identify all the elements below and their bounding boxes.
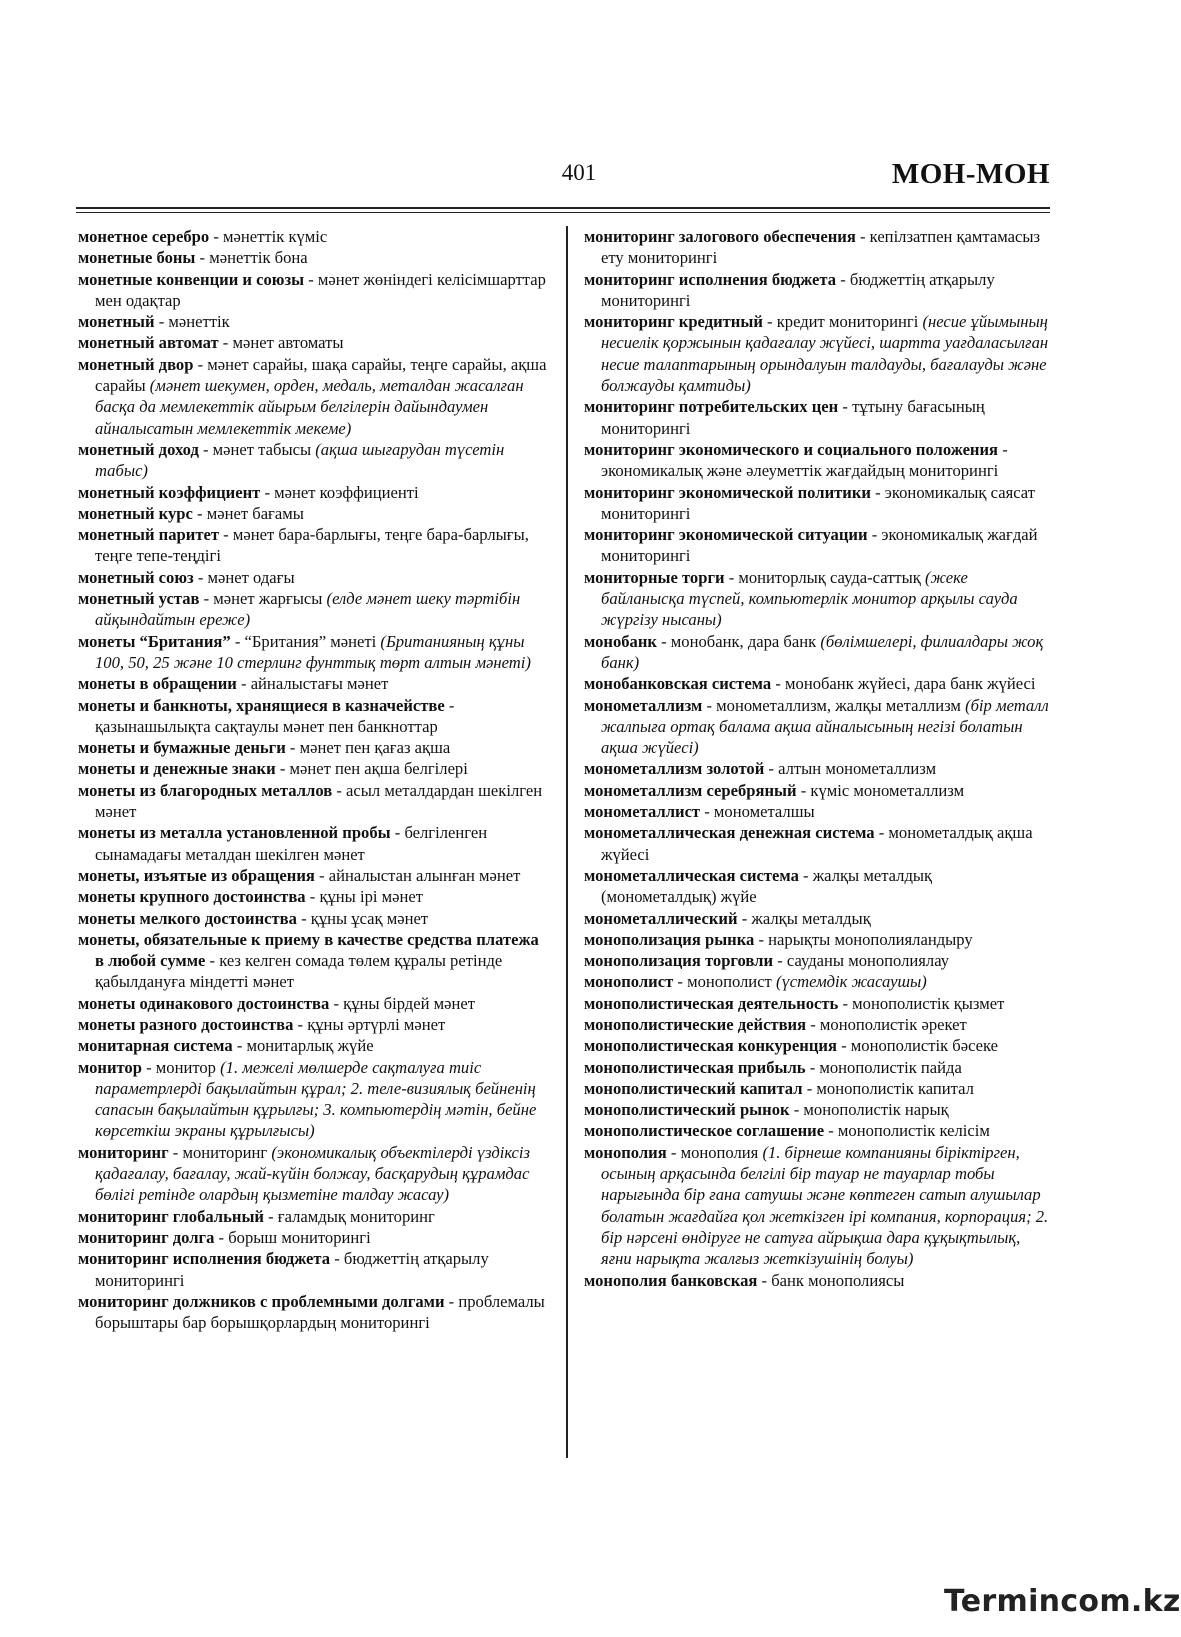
dictionary-entry [584, 971, 1050, 992]
entry-definition: монобанк жүйесі, дара банк жүйесі [785, 674, 1036, 694]
entry-separator: - [666, 1142, 681, 1162]
entry-definition: кредит мониторингі [776, 312, 923, 332]
entry-term: мониторинг экономического и социального положения [584, 439, 999, 459]
dictionary-entry [584, 439, 1050, 482]
left-column [78, 226, 548, 1333]
entry-separator: - [329, 993, 344, 1013]
entry-term: монеты крупного достоинства [78, 887, 306, 907]
dictionary-entry [78, 247, 548, 268]
entry-definition: экономикалық жағдай мониторингі [601, 525, 1038, 566]
dictionary-entry [584, 993, 1050, 1014]
dictionary-entry [584, 1014, 1050, 1035]
entry-note: (бөлімшелері, филиалдары жоқ банк) [601, 631, 1044, 672]
entry-separator: - [275, 759, 290, 779]
entry-term: монетные конвенции и союзы [78, 269, 305, 289]
entry-separator: - [195, 248, 210, 268]
entry-note: (елде мәнет шеку тәртібін айқындайтын ереже) [95, 589, 521, 630]
entry-separator: - [214, 1227, 229, 1247]
entry-definition: монополистік келісім [837, 1121, 990, 1141]
dictionary-entry [584, 311, 1050, 396]
entry-definition: монополист [687, 972, 776, 992]
entry-term: монополизация торговли [584, 951, 774, 971]
entry-definition: монополистік әрекет [819, 1014, 967, 1034]
entry-definition: мониторинг [182, 1142, 272, 1162]
entry-separator: - [867, 525, 882, 545]
dictionary-entry [78, 482, 548, 503]
entry-definition: борыш мониторингі [228, 1227, 371, 1247]
dictionary-entry [584, 1099, 1050, 1120]
entry-definition: мәнет бара-барлығы, теңге бара-барлығы, теңге тепе-теңдігі [95, 525, 529, 566]
entry-term: монеты из металла установленной пробы [78, 823, 391, 843]
entry-definition: монополия [680, 1142, 763, 1162]
entry-term: мониторинг исполнения бюджета [78, 1249, 331, 1269]
entry-definition: алтын монометаллизм [778, 759, 937, 779]
entry-definition: мәнет бағамы [206, 503, 304, 523]
dictionary-entry [584, 822, 1050, 865]
entry-term: монетное серебро [78, 227, 210, 246]
entry-term: монетный устав [78, 589, 200, 609]
entry-separator: - [168, 1142, 183, 1162]
entry-term: монеты, изъятые из обращения [78, 865, 315, 885]
entry-definition: мәнет одағы [207, 567, 295, 587]
entry-separator: - [232, 1036, 247, 1056]
entry-definition: мәнет сарайы, шақа сарайы, теңге сарайы, ақша сарайы [95, 354, 547, 396]
entry-term: монобанк [584, 631, 657, 651]
entry-note: (бір металл жалпыға ортақ балама ақша айналысының негізі болатын ақша жүйесі) [601, 695, 1049, 758]
entry-separator: - [771, 674, 786, 694]
dictionary-entry [78, 503, 548, 524]
entry-separator: - [855, 227, 870, 246]
entry-definition: айналыстан алынған мәнет [328, 865, 521, 885]
entry-separator: - [209, 227, 224, 246]
dictionary-entry [78, 524, 548, 567]
entry-separator: - [296, 908, 311, 928]
entry-separator: - [444, 695, 455, 715]
entry-note: (жеке байланысқа түспей, компьютерлік монитор арқылы сауда жүргізу нысаны) [601, 567, 1018, 630]
entry-term: монометаллическая денежная система [584, 823, 875, 843]
dictionary-entry [584, 908, 1050, 929]
entry-definition: мәнет табысы [212, 439, 316, 459]
dictionary-entry [78, 567, 548, 588]
dictionary-entry [78, 908, 548, 929]
dictionary-entry [78, 695, 548, 738]
dictionary-entry [78, 929, 548, 993]
entry-term: монеты в обращении [78, 674, 237, 694]
entry-term: монеты из благородных металлов [78, 780, 333, 800]
entry-term: мониторинг залогового обеспечения [584, 227, 856, 246]
dictionary-entry [584, 1142, 1050, 1270]
entry-term: монополистическое соглашение [584, 1121, 825, 1141]
entry-term: монополистическая прибыль [584, 1057, 806, 1077]
dictionary-entry [584, 695, 1050, 759]
entry-separator: - [154, 312, 169, 332]
entry-note: (үстемдік жасаушы) [775, 972, 927, 992]
entry-term: монетный двор [78, 354, 194, 374]
entry-term: монетный курс [78, 503, 193, 523]
dictionary-entry [78, 886, 548, 907]
entry-term: монеты и бумажные деньги [78, 738, 286, 758]
entry-definition: монометалшы [713, 802, 815, 822]
dictionary-entry [78, 226, 548, 247]
entry-term: монобанковская система [584, 674, 772, 694]
entry-term: монометаллический [584, 908, 738, 928]
entry-note: (мәнет шекумен, орден, медаль, металдан жасалған басқа да мемлекеттік айырым белгілерін дайындаумен айналысатын мемлекеттік мекеме) [95, 376, 524, 438]
entry-separator: - [802, 1078, 817, 1098]
entry-term: монетный доход [78, 439, 199, 459]
entry-note: (ақша шығарудан түсетін табыс) [95, 439, 505, 481]
dictionary-entry [584, 780, 1050, 801]
dictionary-entry [584, 950, 1050, 971]
entry-note: (Британияның құны 100, 50, 25 және 10 стерлинг фунттық төрт алтын мәнеті) [95, 631, 531, 672]
dictionary-entry [78, 354, 548, 439]
entry-definition: жалқы металдық [751, 908, 871, 928]
dictionary-entry [584, 631, 1050, 674]
entry-separator: - [390, 823, 405, 843]
entry-term: мониторинг должников с проблемными долгами [78, 1291, 445, 1311]
entry-term: мониторинг экономической ситуации [584, 525, 868, 545]
entry-term: монополизация рынка [584, 929, 755, 949]
entry-separator: - [737, 908, 752, 928]
entry-separator: - [218, 333, 233, 353]
entry-definition: монополистік бәсеке [850, 1036, 999, 1056]
dictionary-entry [584, 524, 1050, 567]
entry-definition: қазынашылықта сақтаулы мәнет пен банкноттар [95, 716, 438, 736]
entry-term: мониторинг кредитный [584, 312, 763, 332]
dictionary-entry [78, 1035, 548, 1056]
entry-separator: - [332, 780, 347, 800]
entry-definition: проблемалы борыштары бар борышқорлардың мониторингі [95, 1291, 545, 1333]
dictionary-entry [584, 396, 1050, 439]
entry-term: мониторные торги [584, 567, 725, 587]
entry-term: монетный союз [78, 567, 194, 587]
entry-separator: - [305, 887, 320, 907]
entry-term: монеты одинакового достоинства [78, 993, 330, 1013]
entry-definition: сауданы монополиялау [786, 951, 950, 971]
entry-term: монеты и денежные знаки [78, 759, 276, 779]
entry-term: монеты “Британия” [78, 631, 231, 651]
entry-separator: - [304, 269, 318, 289]
entry-term: монополистический капитал [584, 1078, 803, 1098]
entry-separator: - [870, 482, 885, 502]
entry-separator: - [798, 865, 813, 885]
entry-definition: экономикалық және әлеуметтік жағдайдың мониторингі [601, 461, 999, 481]
entry-definition: мәнет автоматы [232, 333, 344, 353]
dictionary-entry [584, 1270, 1050, 1291]
entry-separator: - [789, 1100, 804, 1120]
dictionary-entry [78, 1206, 548, 1227]
entry-term: монетные боны [78, 248, 196, 268]
entry-definition: мониторлық сауда-саттық [738, 567, 926, 587]
entry-term: монополистический рынок [584, 1100, 790, 1120]
entry-definition: асыл металдардан шекілген мәнет [95, 780, 543, 822]
entry-definition: “Британия” мәнеті [244, 631, 381, 651]
entry-separator: - [773, 951, 787, 971]
dictionary-entry [78, 1291, 548, 1334]
entry-term: монеты мелкого достоинства [78, 908, 297, 928]
entry-definition: бюджеттің атқарылу мониторингі [95, 1249, 489, 1290]
entry-term: мониторинг глобальный [78, 1206, 264, 1226]
dictionary-entry [584, 1078, 1050, 1099]
entry-term: мониторинг исполнения бюджета [584, 269, 837, 289]
dictionary-entry [584, 1057, 1050, 1078]
entry-separator: - [330, 1249, 344, 1269]
dictionary-entry [78, 332, 548, 353]
entry-definition: монополистік пайда [819, 1057, 962, 1077]
watermark-prefix: T [944, 1584, 961, 1619]
entry-term: мониторинг экономической политики [584, 482, 871, 502]
dictionary-entry [78, 439, 548, 482]
entry-separator: - [764, 759, 779, 779]
dictionary-entry [78, 588, 548, 631]
entry-separator: - [260, 482, 275, 502]
entry-definition: белгіленген сынамадағы металдан шекілген мәнет [95, 823, 488, 864]
entry-separator: - [141, 1057, 156, 1077]
entry-separator: - [702, 695, 717, 715]
dictionary-entry [78, 780, 548, 823]
entry-term: монитарная система [78, 1036, 233, 1056]
page-number: 401 [561, 160, 597, 185]
entry-term: монометаллическая система [584, 865, 799, 885]
entry-definition: банк монополиясы [771, 1270, 905, 1290]
entry-definition: монометалдық ақша жүйесі [601, 823, 1033, 864]
entry-separator: - [193, 354, 208, 374]
dictionary-entry [584, 673, 1050, 694]
entry-definition: мәнет коэффициенті [274, 482, 419, 502]
entry-separator: - [874, 823, 889, 843]
dictionary-entry [78, 758, 548, 779]
entry-term: монеты, обязательные к приему в качестве средства платежа в любой сумме [78, 929, 539, 971]
entry-definition: монитарлық жүйе [246, 1036, 374, 1056]
dictionary-entry [584, 801, 1050, 822]
header-rule [76, 207, 1050, 209]
entry-note: (экономикалық объектілерді үздіксіз қадағалау, бағалау, жай-күйін болжау, басқарудың құрамдас бөлігі ретінде олардың қызметіне талдау жасау) [95, 1142, 530, 1205]
entry-definition: құны ұсақ мәнет [310, 908, 429, 928]
entry-separator: - [796, 780, 811, 800]
entry-term: монополистические действия [584, 1014, 807, 1034]
watermark-text: ermincom.kz [960, 1584, 1181, 1619]
entry-definition: күміс монометаллизм [810, 780, 965, 800]
entry-term: монометаллизм серебряный [584, 780, 797, 800]
entry-definition: мәнет жарғысы [213, 589, 327, 609]
entry-term: монетный [78, 312, 155, 332]
dictionary-entry [584, 567, 1050, 631]
entry-separator: - [230, 631, 245, 651]
dictionary-entry [584, 929, 1050, 950]
entry-separator: - [838, 397, 853, 417]
entry-term: мониторинг потребительских цен [584, 397, 839, 417]
entry-term: монеты разного достоинства [78, 1014, 294, 1034]
entry-separator: - [198, 439, 213, 459]
watermark-logo [944, 1584, 1181, 1619]
entry-separator: - [263, 1206, 278, 1226]
entry-separator: - [700, 802, 714, 822]
entry-definition: ғаламдық мониторинг [277, 1206, 435, 1226]
entry-separator: - [219, 525, 233, 545]
entry-separator: - [444, 1291, 459, 1311]
dictionary-entry [78, 865, 548, 886]
dictionary-entry [584, 1035, 1050, 1056]
entry-term: монеты и банкноты, хранящиеся в казначействе [78, 695, 445, 715]
entry-definition: монитор [155, 1057, 221, 1077]
entry-term: монометаллист [584, 802, 701, 822]
entry-separator: - [805, 1057, 820, 1077]
dictionary-entry [78, 737, 548, 758]
entry-term: мониторинг [78, 1142, 169, 1162]
entry-term: монополия банковская [584, 1270, 758, 1290]
entry-note: (1. бірнеше компанияны біріктірген, осының арқасында белгілі бір тауар не тауарлар тобы нарығында бір ғана сатушы және көптеген сатып алушылар болатын жағдайға қол жеткізген ірі компания, корпорация; 2. бір нәрсені өндіруге не сатуға айрықша дара құқықтылық, яғни нарықта жалғыз жеткізушінің болуы) [601, 1142, 1049, 1269]
dictionary-entry [78, 673, 548, 694]
header-rule-thin [76, 212, 1050, 213]
entry-separator: - [205, 951, 220, 971]
dictionary-entry [584, 482, 1050, 525]
entry-term: монетный коэффициент [78, 482, 261, 502]
entry-note: (несие ұйымының несиелік қоржынын қадағалау жүйесі, шартта уағдаласылған несие талаптарының орындалуын талдауды, бағалауды және болжауды қамтиды) [601, 312, 1049, 396]
running-head: МОН-МОН [891, 158, 1050, 190]
entry-term: монополия [584, 1142, 667, 1162]
entry-separator: - [998, 439, 1008, 459]
entry-separator: - [236, 674, 251, 694]
entry-separator: - [656, 631, 671, 651]
entry-separator: - [192, 503, 207, 523]
entry-definition: мәнеттік бона [209, 248, 308, 268]
entry-separator: - [806, 1014, 820, 1034]
dictionary-entry [78, 822, 548, 865]
entry-term: монополистическая деятельность [584, 993, 839, 1013]
entry-separator: - [757, 1270, 772, 1290]
entry-definition: монополистік нарық [803, 1100, 949, 1120]
entry-definition: монобанк, дара банк [670, 631, 821, 651]
entry-term: мониторинг долга [78, 1227, 215, 1247]
entry-separator: - [673, 972, 688, 992]
entry-definition: монополистік қызмет [852, 993, 1005, 1013]
entry-definition: мәнет пен қағаз ақша [299, 738, 451, 758]
dictionary-entry [78, 993, 548, 1014]
entry-definition: экономикалық саясат мониторингі [601, 482, 1035, 523]
entry-definition: мәнет пен ақша белгілері [289, 759, 468, 779]
entry-definition: нарықты монополияландыру [768, 929, 973, 949]
entry-term: монометаллизм золотой [584, 759, 765, 779]
column-divider [566, 226, 568, 1458]
entry-term: монополист [584, 972, 674, 992]
entry-term: монитор [78, 1057, 142, 1077]
dictionary-entry [584, 1120, 1050, 1141]
dictionary-entry [78, 1142, 548, 1206]
entry-separator: - [836, 269, 850, 289]
entry-separator: - [724, 567, 739, 587]
entry-definition: мәнет жөніндегі келісімшарттар мен одақтар [95, 269, 546, 310]
dictionary-entry [78, 1227, 548, 1248]
dictionary-entry [584, 269, 1050, 312]
entry-definition: монополистік капитал [816, 1078, 974, 1098]
entry-definition: мәнеттік [168, 312, 230, 332]
entry-separator: - [314, 865, 329, 885]
entry-definition: жалқы металдық (монометалдық) жүйе [601, 865, 933, 907]
entry-definition: монометаллизм, жалқы металлизм [716, 695, 966, 715]
entry-term: монополистическая конкуренция [584, 1036, 837, 1056]
entry-definition: құны бірдей мәнет [343, 993, 476, 1013]
entry-term: монетный паритет [78, 525, 219, 545]
entry-term: монометаллизм [584, 695, 703, 715]
entry-note: (1. межелі мөлшерде сақталуға тиіс параметрлерді бақылайтын құрал; 2. теле-визиялық бейненің сапасын бақылайтын құрылғы; 3. компьютердің мәтін, бейне көрсеткіш экраны құрылғысы) [95, 1057, 537, 1141]
entry-separator: - [285, 738, 300, 758]
right-column [584, 226, 1050, 1291]
entry-separator: - [762, 312, 777, 332]
entry-definition: құны ірі мәнет [319, 887, 424, 907]
entry-separator: - [838, 993, 853, 1013]
dictionary-entry [78, 1057, 548, 1142]
dictionary-entry [78, 1014, 548, 1035]
entry-definition: кепілзатпен қамтамасыз ету мониторингі [601, 227, 1041, 268]
dictionary-entry [78, 269, 548, 312]
entry-separator: - [824, 1121, 838, 1141]
entry-separator: - [193, 567, 208, 587]
dictionary-entry [78, 311, 548, 332]
entry-definition: кез келген сомада төлем құралы ретінде қабылдануға міндетті мәнет [95, 951, 503, 992]
entry-definition: бюджеттің атқарылу мониторингі [601, 269, 995, 310]
entry-separator: - [293, 1014, 308, 1034]
dictionary-entry [584, 865, 1050, 908]
entry-separator: - [754, 929, 769, 949]
dictionary-entry [584, 226, 1050, 269]
dictionary-entry [78, 1248, 548, 1291]
dictionary-entry [78, 631, 548, 674]
dictionary-entry [584, 758, 1050, 779]
entry-definition: құны әртүрлі мәнет [307, 1014, 446, 1034]
entry-definition: мәнеттік күміс [223, 227, 328, 246]
entry-definition: тұтыну бағасының мониторингі [601, 397, 985, 438]
entry-term: монетный автомат [78, 333, 219, 353]
entry-separator: - [199, 589, 214, 609]
entry-definition: айналыстағы мәнет [250, 674, 389, 694]
entry-separator: - [836, 1036, 851, 1056]
